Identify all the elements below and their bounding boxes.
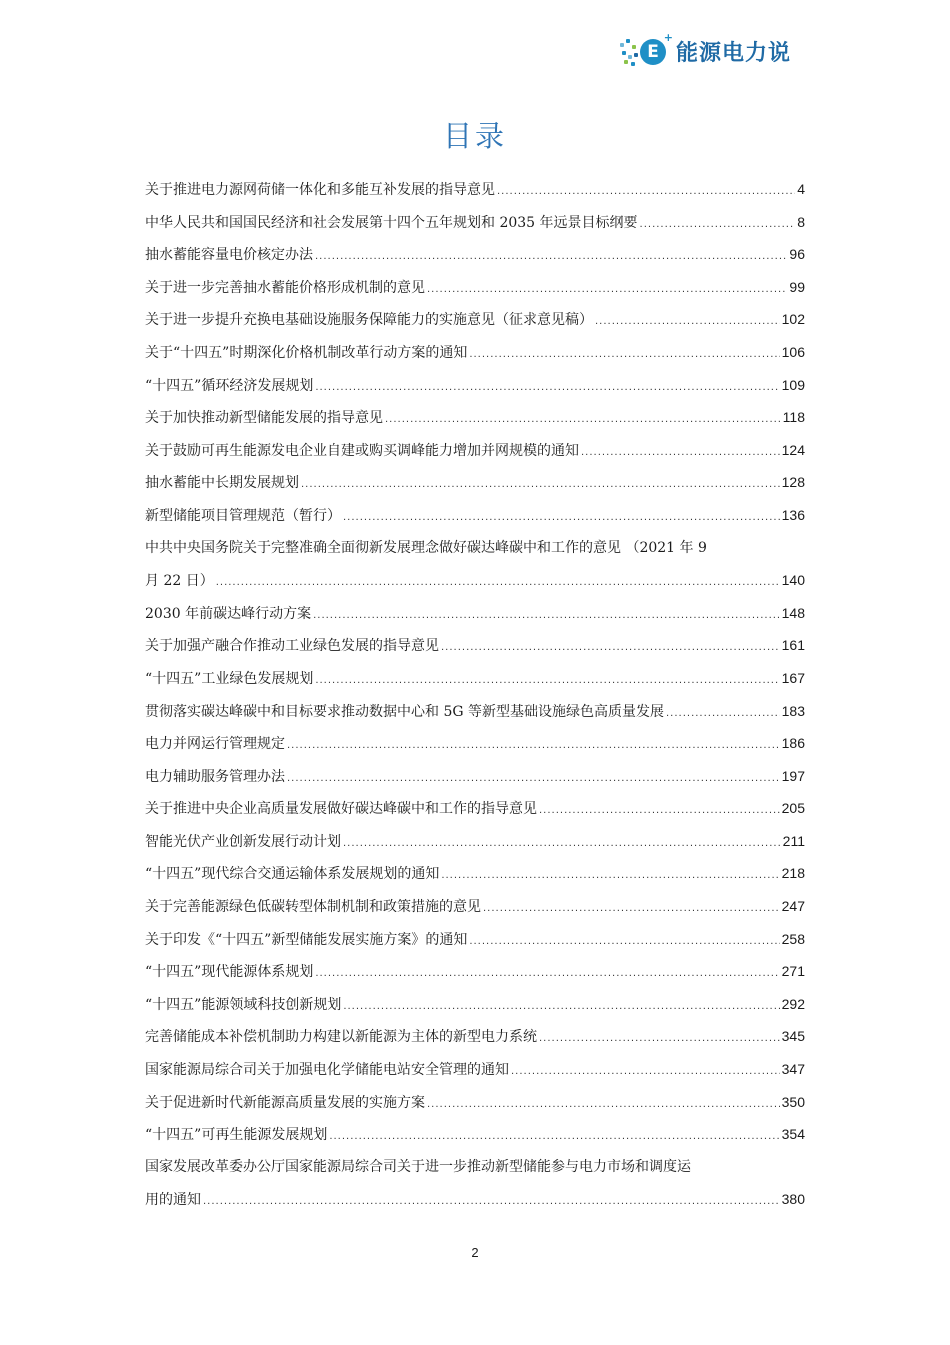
toc-leader-dots xyxy=(469,339,779,372)
page-number: 2 xyxy=(471,1245,479,1260)
toc-entry-title: 贯彻落实碳达峰碳中和目标要求推动数据中心和 5G 等新型基础设施绿色高质量发展 xyxy=(145,703,664,720)
toc-entry-line xyxy=(145,1020,805,1053)
toc-entry-line xyxy=(145,1086,805,1119)
toc-entry-line xyxy=(145,597,805,630)
toc-entry-title: “十四五”现代综合交通运输体系发展规划的通知 xyxy=(145,866,440,883)
toc-leader-dots xyxy=(343,502,780,535)
toc-entry-line xyxy=(145,466,805,499)
toc-entry-title: 完善储能成本补偿机制助力构建以新能源为主体的新型电力系统 xyxy=(145,1029,537,1046)
toc-leader-dots xyxy=(640,209,796,242)
toc-leader-dots xyxy=(301,469,780,502)
toc-entry-page: 347 xyxy=(781,1061,805,1078)
toc-entry-line xyxy=(145,499,805,532)
logo-dots-icon xyxy=(618,37,640,67)
toc-entry-title: 关于推进中央企业高质量发展做好碳达峰碳中和工作的指导意见 xyxy=(145,801,537,818)
toc-entry-line xyxy=(145,857,805,890)
toc-leader-dots xyxy=(315,958,779,991)
toc-entry-title: “十四五”工业绿色发展规划 xyxy=(145,670,314,687)
toc-entry-line xyxy=(145,1183,805,1216)
toc-entry-line xyxy=(145,173,805,206)
toc-entry-page: 106 xyxy=(781,343,805,360)
toc-entry-line xyxy=(145,760,805,793)
table-of-contents xyxy=(145,173,805,1216)
toc-entry-title: “十四五”可再生能源发展规划 xyxy=(145,1127,328,1144)
toc-entry-title: 关于加快推动新型储能发展的指导意见 xyxy=(145,410,383,427)
toc-entry-page: 354 xyxy=(781,1126,805,1143)
toc-entry-title: 智能光伏产业创新发展行动计划 xyxy=(145,833,341,850)
logo-mark-icon: E + xyxy=(640,39,666,65)
toc-entry-page: 4 xyxy=(797,181,805,197)
toc-entry-title: 中华人民共和国国民经济和社会发展第十四个五年规划和 2035 年远景目标纲要 xyxy=(145,214,638,231)
toc-leader-dots xyxy=(343,828,781,861)
toc-leader-dots xyxy=(581,437,780,470)
toc-entry-line xyxy=(145,1118,805,1151)
toc-entry-page: 99 xyxy=(789,278,805,295)
toc-entry-title: 关于印发《“十四五”新型储能发展实施方案》的通知 xyxy=(145,931,468,948)
toc-entry-title: 关于完善能源绿色低碳转型体制机制和政策措施的意见 xyxy=(145,899,481,916)
toc-entry-title: 中共中央国务院关于完整准确全面彻新发展理念做好碳达峰碳中和工作的意见 （2021 年 9 xyxy=(145,539,707,556)
toc-entry-page: 197 xyxy=(781,767,805,784)
toc-leader-dots xyxy=(287,730,780,763)
toc-leader-dots xyxy=(539,795,780,828)
toc-entry-line xyxy=(145,434,805,467)
toc-leader-dots xyxy=(595,306,780,339)
toc-entry-page: 128 xyxy=(781,474,805,491)
brand-logo xyxy=(618,30,792,67)
toc-entry-title: 关于“十四五”时期深化价格机制改革行动方案的通知 xyxy=(145,344,468,361)
toc-entry-page: 167 xyxy=(781,669,805,686)
toc-entry-line xyxy=(145,727,805,760)
toc-entry-title: 关于推进电力源网荷储一体化和多能互补发展的指导意见 xyxy=(145,182,495,198)
toc-entry-page: 109 xyxy=(781,376,805,393)
toc-entry-line xyxy=(145,271,805,304)
toc-entry-title: “十四五”现代能源体系规划 xyxy=(145,964,314,981)
page-title: 目录 xyxy=(442,119,507,153)
toc-entry-title: 2030 年前碳达峰行动方案 xyxy=(145,605,312,622)
toc-entry-title: “十四五”能源领域科技创新规划 xyxy=(145,996,342,1013)
toc-entry-line xyxy=(145,206,805,239)
toc-entry-page: 218 xyxy=(781,865,805,882)
toc-entry-line xyxy=(145,792,805,825)
toc-entry-page: 183 xyxy=(781,702,805,719)
toc-entry-title: 电力并网运行管理规定 xyxy=(145,736,285,753)
toc-entry-line xyxy=(145,1151,805,1184)
toc-leader-dots xyxy=(427,1089,780,1122)
toc-entry-page: 136 xyxy=(781,506,805,523)
toc-leader-dots xyxy=(666,698,780,731)
toc-entry-page: 345 xyxy=(781,1028,805,1045)
toc-entry-page: 292 xyxy=(781,995,805,1012)
toc-leader-dots xyxy=(313,600,780,633)
toc-leader-dots xyxy=(343,991,779,1024)
toc-entry-page: 247 xyxy=(781,898,805,915)
toc-entry-title: 关于鼓励可再生能源发电企业自建或购买调峰能力增加并网规模的通知 xyxy=(145,442,579,459)
toc-leader-dots xyxy=(497,176,795,209)
toc-entry-title: 关于进一步完善抽水蓄能价格形成机制的意见 xyxy=(145,279,425,296)
toc-entry-title-cont: 月 22 日） xyxy=(145,573,214,590)
toc-entry-line xyxy=(145,1053,805,1086)
toc-entry-line xyxy=(145,695,805,728)
toc-leader-dots xyxy=(511,1056,780,1089)
toc-entry-title: 关于进一步提升充换电基础设施服务保障能力的实施意见（征求意见稿） xyxy=(145,312,593,329)
toc-entry-title: 国家能源局综合司关于加强电化学储能电站安全管理的通知 xyxy=(145,1062,509,1079)
toc-leader-dots xyxy=(385,404,781,437)
toc-leader-dots xyxy=(203,1186,780,1219)
toc-leader-dots xyxy=(216,567,780,600)
toc-entry-page: 258 xyxy=(781,930,805,947)
toc-entry-title: 国家发展改革委办公厅国家能源局综合司关于进一步推动新型储能参与电力市场和调度运 xyxy=(145,1158,691,1175)
toc-entry-title: 抽水蓄能容量电价核定办法 xyxy=(145,247,313,264)
toc-entry-line xyxy=(145,629,805,662)
toc-entry-line xyxy=(145,336,805,369)
toc-entry-title: 新型储能项目管理规范（暂行） xyxy=(145,507,341,524)
toc-entry-line xyxy=(145,923,805,956)
toc-entry-page: 211 xyxy=(782,832,805,849)
toc-entry-page: 205 xyxy=(781,800,805,817)
toc-entry-line xyxy=(145,662,805,695)
toc-entry-line xyxy=(145,238,805,271)
toc-leader-dots xyxy=(329,1121,779,1154)
toc-entry-page: 350 xyxy=(781,1093,805,1110)
toc-entry-page: 8 xyxy=(797,213,805,230)
toc-leader-dots xyxy=(315,665,779,698)
toc-entry-line xyxy=(145,564,805,597)
toc-leader-dots xyxy=(441,860,779,893)
toc-entry-line xyxy=(145,988,805,1021)
toc-entry-line xyxy=(145,890,805,923)
toc-entry-page: 271 xyxy=(781,963,805,980)
toc-entry-page: 118 xyxy=(782,409,805,426)
toc-entry-page: 102 xyxy=(781,311,805,328)
toc-entry-line xyxy=(145,955,805,988)
toc-entry-line xyxy=(145,532,805,565)
toc-entry-page: 186 xyxy=(781,735,805,752)
toc-leader-dots xyxy=(539,1023,780,1056)
toc-leader-dots xyxy=(469,926,779,959)
toc-entry-title: 抽水蓄能中长期发展规划 xyxy=(145,475,299,492)
toc-leader-dots xyxy=(441,632,780,665)
toc-entry-page: 96 xyxy=(789,246,805,263)
toc-entry-page: 148 xyxy=(781,604,805,621)
toc-leader-dots xyxy=(315,241,787,274)
toc-entry-title: 关于加强产融合作推动工业绿色发展的指导意见 xyxy=(145,638,439,655)
toc-entry-line xyxy=(145,401,805,434)
toc-entry-page: 124 xyxy=(781,441,805,458)
toc-entry-page: 161 xyxy=(781,637,805,654)
toc-entry-title: “十四五”循环经济发展规划 xyxy=(145,377,314,394)
toc-entry-page: 140 xyxy=(781,572,805,589)
toc-entry-title: 关于促进新时代新能源高质量发展的实施方案 xyxy=(145,1094,425,1111)
toc-leader-dots xyxy=(315,372,779,405)
toc-entry-title: 电力辅助服务管理办法 xyxy=(145,768,285,785)
toc-entry-page: 380 xyxy=(781,1191,805,1208)
logo-text: 能源电力说 xyxy=(676,41,792,66)
toc-leader-dots xyxy=(427,274,787,307)
toc-entry-title-cont: 用的通知 xyxy=(145,1192,201,1209)
toc-leader-dots xyxy=(287,763,780,796)
toc-leader-dots xyxy=(483,893,780,926)
toc-entry-line xyxy=(145,303,805,336)
toc-entry-line xyxy=(145,369,805,402)
toc-entry-line xyxy=(145,825,805,858)
